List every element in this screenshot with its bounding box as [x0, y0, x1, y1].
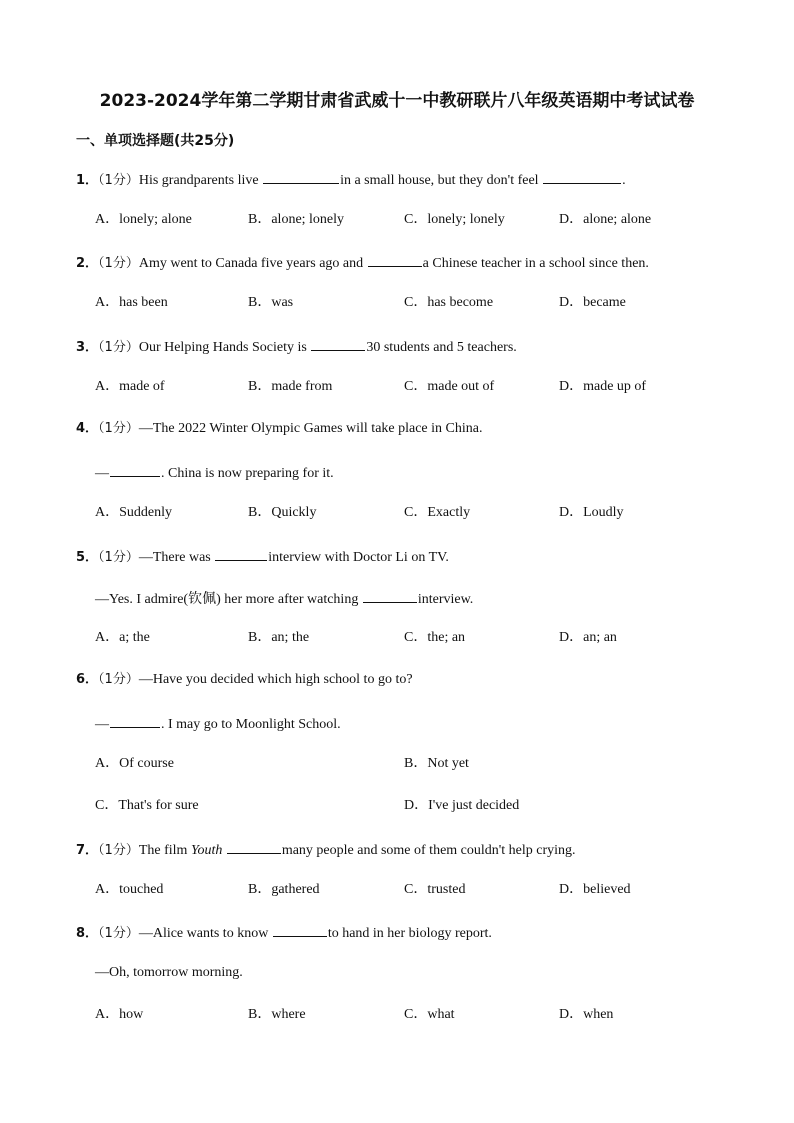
answer-blank — [215, 546, 267, 561]
option-d: D．made up of — [559, 379, 647, 394]
question-score: （1分） — [98, 256, 139, 271]
question-6-reply — [95, 713, 341, 734]
option-c: C．what — [404, 1007, 455, 1022]
question-text: —Alice wants to know — [138, 926, 272, 941]
option-d: D．alone; alone — [559, 212, 652, 227]
question-text: . I may go to Moonlight School. — [161, 717, 341, 732]
question-text: 30 students and 5 teachers. — [366, 340, 517, 355]
answer-blank — [273, 922, 327, 937]
option-d: D．I've just decided — [404, 798, 520, 813]
option-c: C．made out of — [404, 379, 495, 394]
question-2 — [76, 252, 649, 273]
option-a: A．a; the — [95, 630, 150, 645]
question-4-reply — [95, 462, 334, 483]
question-text — [222, 843, 226, 858]
question-text: to hand in her biology report. — [327, 926, 492, 941]
answer-blank — [368, 252, 422, 267]
question-number: 3． — [76, 340, 99, 355]
section-title: 一、单项选择题(共25分) — [76, 133, 235, 149]
question-text: —There was — [138, 550, 215, 565]
option-a: A．has been — [95, 295, 168, 310]
question-text: —Yes. I admire(钦佩) her more after watching — [95, 592, 362, 607]
option-c: C．Exactly — [404, 505, 471, 520]
question-text: . — [622, 173, 626, 188]
option-a: A．Suddenly — [95, 505, 172, 520]
option-b: B．an; the — [248, 630, 310, 645]
question-number: 2． — [76, 256, 99, 271]
page-title: 2023-2024学年第二学期甘肃省武威十一中教研联片八年级英语期中考试试卷 — [99, 91, 695, 111]
question-score: （1分） — [98, 340, 139, 355]
question-text: many people and some of them couldn't help crying. — [281, 843, 576, 858]
question-1 — [76, 169, 626, 190]
film-title: Youth — [190, 843, 223, 858]
question-text: — — [95, 717, 109, 732]
answer-blank — [543, 169, 621, 184]
answer-blank — [110, 713, 160, 728]
option-c: C．the; an — [404, 630, 466, 645]
question-6 — [76, 671, 413, 689]
question-text: Amy went to Canada five years ago and — [138, 256, 367, 271]
question-text: —Have you decided which high school to go to? — [138, 672, 413, 687]
option-c: C．has become — [404, 295, 494, 310]
question-text: His grandparents live — [138, 173, 263, 188]
question-8-reply — [95, 964, 243, 982]
option-a: A．how — [95, 1007, 144, 1022]
question-8 — [76, 922, 492, 943]
question-score: （1分） — [98, 926, 139, 941]
answer-blank — [110, 462, 160, 477]
question-score: （1分） — [98, 421, 139, 436]
option-c: C．That's for sure — [95, 798, 199, 813]
question-score: （1分） — [98, 173, 139, 188]
question-text: interview. — [417, 592, 474, 607]
question-text: —The 2022 Winter Olympic Games will take place in China. — [138, 421, 483, 436]
question-text: — — [95, 466, 109, 481]
option-b: B．gathered — [248, 882, 320, 897]
question-number: 7． — [76, 843, 99, 858]
answer-blank — [263, 169, 339, 184]
question-number: 6． — [76, 672, 99, 687]
option-b: B．made from — [248, 379, 333, 394]
question-text: The film — [138, 843, 191, 858]
option-a: A．lonely; alone — [95, 212, 192, 227]
option-a: A．made of — [95, 379, 165, 394]
question-score: （1分） — [98, 672, 139, 687]
question-text: —Oh, tomorrow morning. — [95, 965, 243, 980]
answer-blank — [363, 588, 417, 603]
option-d: D．became — [559, 295, 626, 310]
option-b: B．alone; lonely — [248, 212, 345, 227]
option-b: B．Not yet — [404, 756, 469, 771]
question-score: （1分） — [98, 843, 139, 858]
option-d: D．an; an — [559, 630, 617, 645]
question-text: . China is now preparing for it. — [161, 466, 334, 481]
answer-blank — [311, 336, 365, 351]
question-3 — [76, 336, 517, 357]
question-number: 5． — [76, 550, 99, 565]
question-number: 4． — [76, 421, 99, 436]
option-d: D．when — [559, 1007, 614, 1022]
option-d: D．Loudly — [559, 505, 624, 520]
question-7 — [76, 839, 576, 860]
question-number: 1． — [76, 173, 99, 188]
question-5-reply — [95, 588, 473, 609]
option-b: B．where — [248, 1007, 306, 1022]
option-a: A．Of course — [95, 756, 174, 771]
option-b: B．was — [248, 295, 294, 310]
option-d: D．believed — [559, 882, 631, 897]
question-4 — [76, 420, 482, 438]
question-5 — [76, 546, 449, 567]
option-a: A．touched — [95, 882, 164, 897]
question-score: （1分） — [98, 550, 139, 565]
option-b: B．Quickly — [248, 505, 317, 520]
option-c: C．trusted — [404, 882, 466, 897]
question-text: interview with Doctor Li on TV. — [268, 550, 449, 565]
question-text: a Chinese teacher in a school since then. — [422, 256, 649, 271]
question-text: in a small house, but they don't feel — [340, 173, 543, 188]
question-number: 8． — [76, 926, 99, 941]
question-text: Our Helping Hands Society is — [138, 340, 311, 355]
option-c: C．lonely; lonely — [404, 212, 505, 227]
answer-blank — [227, 839, 281, 854]
